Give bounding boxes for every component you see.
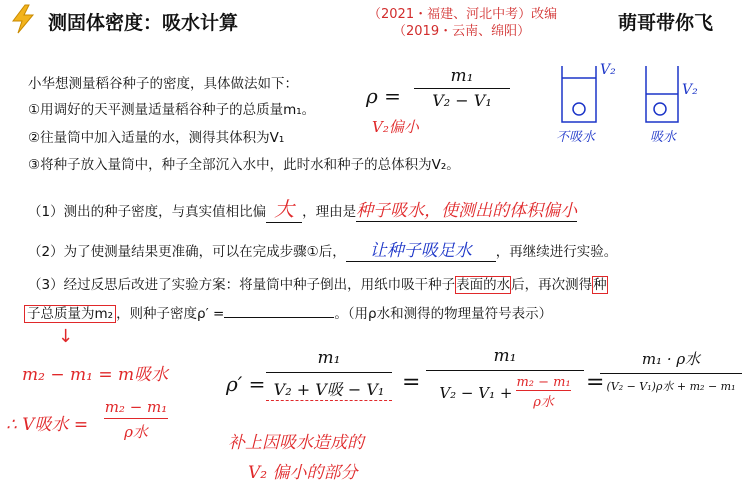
step-2: ②往量筒中加入适量的水，测得其体积为V₁: [28, 130, 285, 146]
final-fraction-2-numerator: m₁: [493, 346, 517, 366]
answer-blank: [224, 305, 334, 318]
absorbed-volume-fraction: [104, 398, 168, 442]
equals-sign-2: =: [586, 370, 605, 395]
step-1: ①用调好的天平测量适量稻谷种子的总质量m₁。: [28, 102, 316, 118]
answer-1: 大: [266, 193, 302, 223]
page-title: 测固体密度：吸水计算: [48, 12, 239, 34]
highlight-total-mass: 子总质量为m₂: [24, 305, 116, 323]
final-fraction-3: [600, 348, 742, 394]
source-note-2: （2019・云南、绵阳）: [393, 24, 531, 39]
final-inner-numerator: m₂ − m₁: [516, 375, 571, 390]
density-fraction: [414, 66, 510, 110]
final-fraction-1-numerator: m₁: [317, 348, 341, 368]
question-3-line-1: [28, 273, 608, 293]
density-lhs: ρ =: [366, 84, 401, 108]
answer-2: 让种子吸足水: [346, 236, 496, 262]
explanation-note-2: V₂ 偏小的部分: [248, 463, 358, 483]
absorbed-volume-denominator: ρ水: [124, 423, 148, 441]
final-fraction-1: [266, 348, 392, 401]
final-fraction-2-denominator: V₂ − V₁ +: [439, 383, 513, 402]
question-2-text-a: （2）为了使测量结果更准确，可以在完成步骤①后，: [28, 244, 346, 260]
density-numerator: m₁: [450, 66, 474, 86]
question-2: [28, 236, 617, 262]
equals-sign-1: =: [402, 370, 421, 395]
cylinder-v2-left: V₂: [600, 62, 616, 78]
question-3-text-a: （3）经过反思后改进了实验方案：将量筒中种子倒出，用纸巾吸干种子: [28, 277, 456, 293]
absorbed-mass-equation: m₂ − m₁ = m吸水: [22, 365, 169, 385]
source-note-1: （2021・福建、河北中考）改编: [368, 7, 558, 22]
final-fraction-1-denominator: V₂ + V吸 − V₁: [266, 377, 392, 401]
v2-small-note: V₂偏小: [372, 118, 419, 136]
question-2-text-b: ，再继续进行实验。: [495, 244, 618, 260]
reason-answer: 种子吸水，使测出的体积偏小: [356, 201, 578, 221]
step-3: ③将种子放入量筒中，种子全部沉入水中，此时水和种子的总体积为V₂。: [28, 157, 460, 173]
final-fraction-2: [426, 346, 584, 410]
highlight-surface-water: 表面的水: [456, 277, 511, 293]
brand-name: 萌哥带你飞: [618, 12, 714, 34]
bolt-icon: [10, 4, 36, 38]
density-denominator: V₂ − V₁: [432, 91, 492, 110]
explanation-note-1: 补上因吸水造成的: [228, 433, 364, 453]
intro-text: 小华想测量稻谷种子的密度，具体做法如下：: [28, 76, 298, 92]
question-1-text: （1）测出的种子密度，与真实值相比偏: [28, 204, 267, 220]
final-fraction-3-denominator: (V₂ − V₁)ρ水 + m₂ − m₁: [606, 380, 736, 393]
absorbed-volume-lhs: ∴ V吸水 =: [6, 415, 89, 435]
highlight-seed: 种: [593, 277, 607, 293]
final-inner-denominator: ρ水: [533, 395, 554, 410]
question-1-mid: ，理由是: [302, 204, 357, 220]
question-3-text-b: 后，再次测得: [511, 277, 593, 293]
cylinder-v2-right: V₂: [682, 82, 698, 98]
cylinder-caption-absorb: 吸水: [650, 130, 677, 145]
question-3-text-c: ，则种子密度ρ′ =: [116, 306, 225, 322]
absorbed-volume-numerator: m₂ − m₁: [104, 398, 168, 416]
question-1: [28, 193, 577, 223]
final-fraction-3-numerator: m₁ · ρ水: [641, 350, 701, 368]
cylinder-caption-no-absorb: 不吸水: [556, 130, 596, 145]
question-3-text-d: 。（用ρ水和测得的物理量符号表示）: [334, 306, 553, 322]
final-density-lhs: ρ′ =: [226, 372, 266, 396]
question-3-line-2: [24, 302, 552, 322]
down-arrow: ↓: [58, 326, 74, 347]
